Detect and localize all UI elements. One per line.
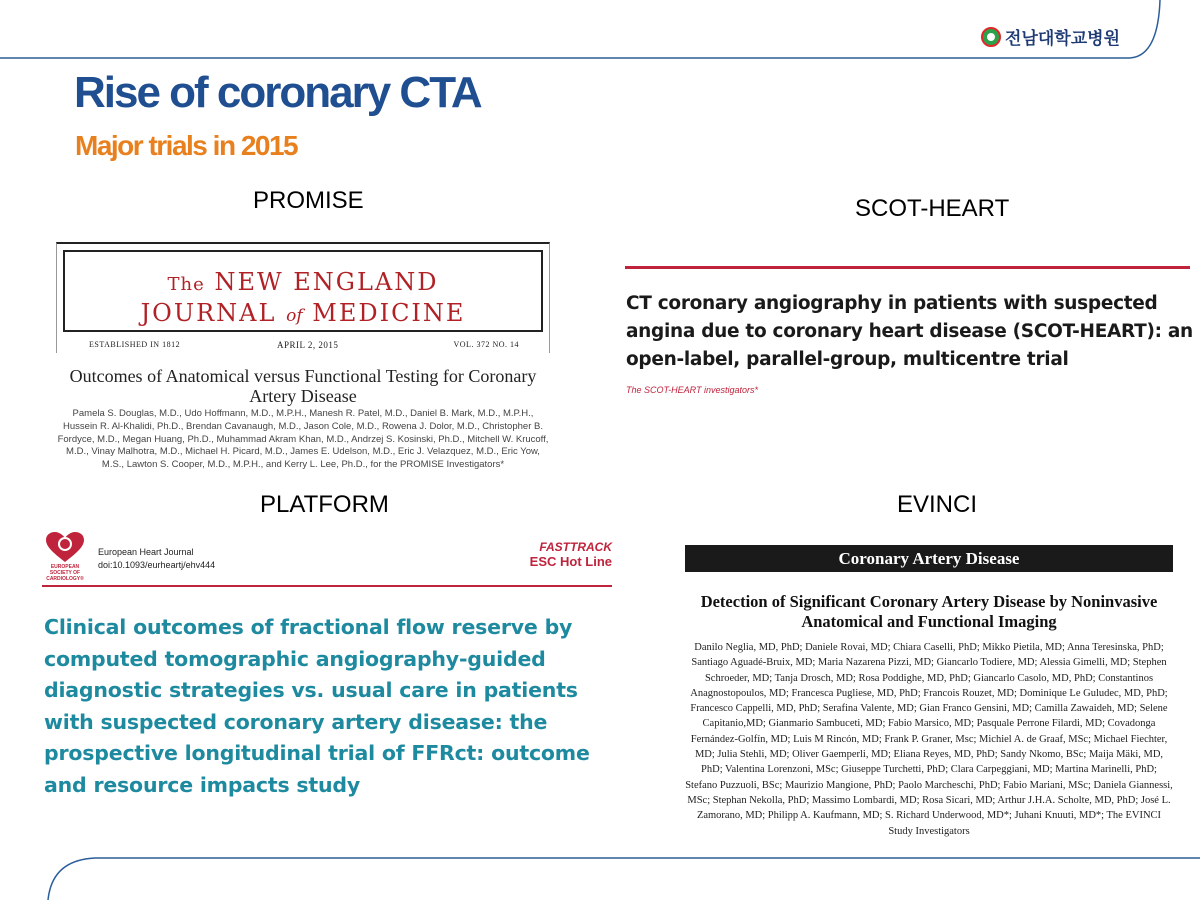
slide-title: Rise of coronary CTA (74, 68, 481, 117)
promise-authors: Pamela S. Douglas, M.D., Udo Hoffmann, M.D., M.P.H., Manesh R. Patel, M.D., Daniel B. Mark, M.D., M.P.H., Hussein R. Al-Khalidi, Ph.D., Brendan Cavanaugh, M.D., Jason Cole, M.D., Rowena J. Dolor, M.D., Christopher B. Fordyce, M.D., Megan Huang, Ph.D., Muhammad Akram Khan, M.D., Andrzej S. Kosinski, Ph.D., Mitchell W. Krucoff, M.D., Vinay Malhotra, M.D., Michael H. Picard, M.D., James E. Udelson, M.D., Eric J. Velazquez, M.D., Eric Yow, M.S., Lawton S. Cooper, M.D., M.P.H., and Kerry L. Lee, Ph.D., for the PROMISE Investigators* (57, 408, 549, 471)
nejm-date: APRIL 2, 2015 (277, 340, 339, 350)
nejm-line-1: The NEW ENGLAND (167, 268, 439, 296)
fasttrack-label: FASTTRACK (539, 540, 612, 554)
evinci-section-bar: Coronary Artery Disease (685, 545, 1173, 572)
hospital-logo-text: 전남대학교병원 (1005, 29, 1120, 49)
scot-heart-article-title: CT coronary angiography in patients with suspected angina due to coronary heart disease (SCOT-HEART): an open-label, parallel-group, multicentre trial (626, 293, 1193, 370)
nejm-established: ESTABLISHED IN 1812 (89, 340, 181, 349)
nejm-line-2: JOURNAL of MEDICINE (140, 299, 466, 327)
scot-heart-byline: The SCOT-HEART investigators* (626, 385, 759, 395)
fasttrack-badge (530, 540, 612, 569)
trial-label-platform: PLATFORM (260, 491, 389, 518)
scot-heart-rule (625, 266, 1190, 269)
nejm-masthead-frame (63, 250, 543, 332)
ehj-journal-name: European Heart Journal (98, 547, 194, 557)
esc-heart-icon (42, 530, 88, 564)
platform-article-title: Clinical outcomes of fractional flow reserve by computed tomographic angiography-guided diagnostic strategies vs. usual care in patients with suspected coronary artery disease: the prospective longitudinal trial of FFRct: outcome and resource impacts study (44, 615, 590, 797)
evinci-article-title: Detection of Significant Coronary Artery Disease by Noninvasive Anatomical and Functional Imaging (700, 592, 1158, 631)
nejm-volume: VOL. 372 NO. 14 (453, 340, 519, 349)
trial-label-scot-heart: SCOT-HEART (855, 195, 1010, 222)
nejm-masthead (56, 242, 550, 353)
esc-logo-text: EUROPEAN SOCIETY OF CARDIOLOGY® (46, 564, 84, 582)
hospital-emblem-icon (981, 27, 1001, 47)
esc-logo (42, 530, 88, 582)
promise-article-title: Outcomes of Anatomical versus Functional Testing for Coronary Artery Disease (69, 366, 537, 406)
trial-label-promise: PROMISE (253, 187, 364, 214)
trial-label-evinci: EVINCI (897, 491, 978, 518)
ehj-info (98, 546, 215, 572)
slide-subtitle: Major trials in 2015 (75, 130, 298, 161)
evinci-authors: Danilo Neglia, MD, PhD; Daniele Rovai, MD; Chiara Caselli, PhD; Mikko Pietila, MD; Anna Teresinska, PhD; Santiago Aguadé-Bruix, MD; Maria Nazarena Pizzi, MD; Giancarlo Todiere, MD; Alessia Gimelli, MD; Stephen Schroeder, MD; Tanja Drosch, MD; Rosa Poddighe, MD, PhD; Giancarlo Casolo, MD, PhD; Constantinos Anagnostopoulos, MD; Francesca Pugliese, MD, PhD; Francois Rouzet, MD; Dominique Le Guludec, MD, PhD; Francesco Cappelli, MD, PhD; Serafina Valente, MD; Gian Franco Gensini, MD; Camilla Zawaideh, MD; Selene Capitanio,MD; Gianmario Sambuceti, MD; Fabio Marsico, MD; Pasquale Perrone Filardi, MD; Covadonga Fernández-Golfín, MD; Luis M Rincón, MD; Frank P. Graner, Msc; Michiel A. de Graaf, MSc; Michael Fiechter, MD; Julia Stehli, MD; Oliver Gaemperli, MD; Eliana Reyes, MD, PhD; Sandy Nkomo, BSc; Maija Mäki, MD, PhD; Valentina Lorenzoni, MSc; Giuseppe Turchetti, PhD; Clara Carpeggiani, MD; Martina Marinelli, PhD; Stefano Puzzuoli, BSc; Maurizio Mangione, PhD; Paolo Marcheschi, PhD; Fabio Mariani, MSc; Daniela Giannessi, MSc; Stephan Nekolla, PhD; Massimo Lombardi, MD; Rosa Sicari, MD; Arthur J.H.A. Scholte, MD, PhD; José L. Zamorano, MD; Philipp A. Kaufmann, MD; S. Richard Underwood, MD*; Juhani Knuuti, MD*; The EVINCI Study Investigators (685, 642, 1173, 837)
esc-hotline-label: ESC Hot Line (529, 554, 612, 569)
ehj-doi: doi:10.1093/eurheartj/ehv444 (98, 560, 216, 570)
hospital-logo (981, 24, 1120, 49)
platform-rule (42, 585, 612, 587)
